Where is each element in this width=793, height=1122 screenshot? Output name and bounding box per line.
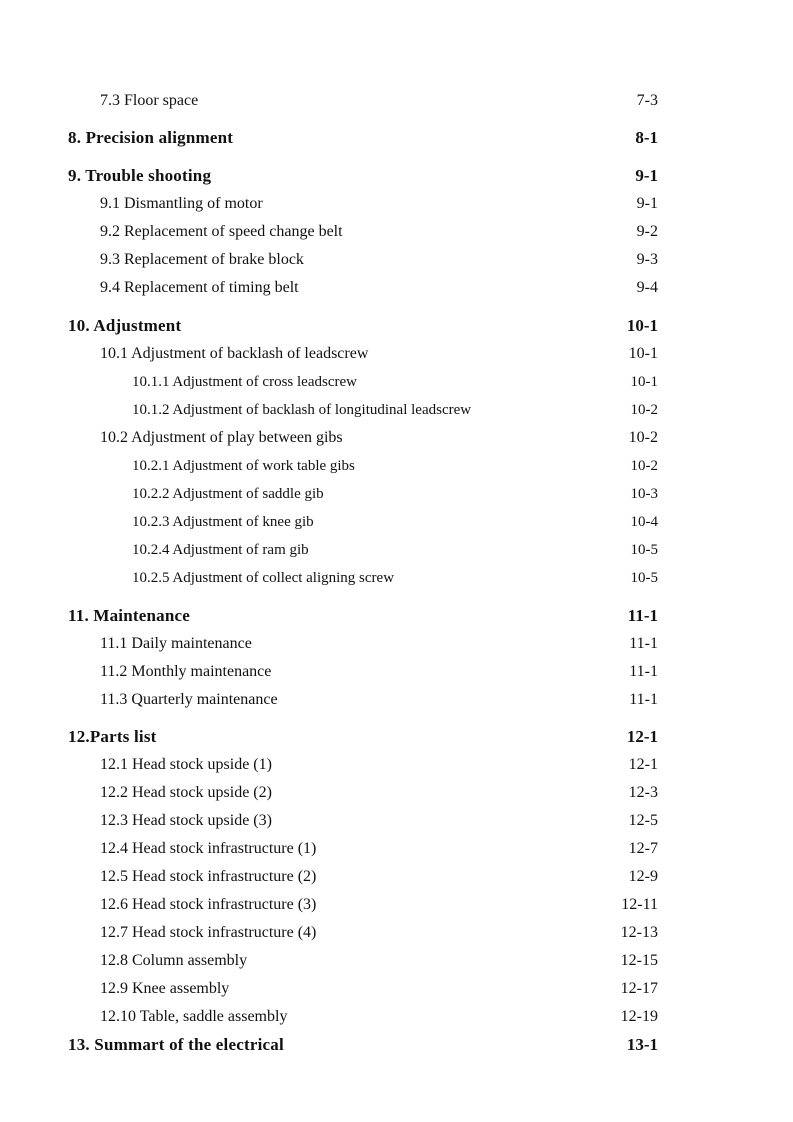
toc-entry-page: 9-1 [636,195,658,212]
toc-entry-title: 10. Adjustment [68,316,182,335]
toc-section-row[interactable] [0,689,793,711]
toc-entry-title: 10.2.3 Adjustment of knee gib [132,514,314,530]
toc-entry-page: 9-3 [636,251,658,268]
toc-chapter-row[interactable] [0,726,793,748]
toc-subsection-row[interactable] [0,455,793,477]
toc-entry-title: 8. Precision alignment [68,128,234,147]
toc-entry-title: 12.7 Head stock infrastructure (4) [100,924,317,941]
toc-chapter-row[interactable] [0,605,793,627]
toc-section-row[interactable] [0,922,793,944]
toc-subsection-row[interactable] [0,399,793,421]
toc-section-row[interactable] [0,193,793,215]
toc-entry-page: 12-1 [628,756,658,773]
toc-entry-page: 12-1 [626,727,658,746]
toc-section-row[interactable] [0,754,793,776]
toc-entry-title: 10.1 Adjustment of backlash of leadscrew [100,345,369,362]
toc-entry-page: 12-3 [628,784,658,801]
toc-entry-page: 10-2 [628,429,658,446]
toc-entry-title: 12.4 Head stock infrastructure (1) [100,840,317,857]
toc-subsection-row[interactable] [0,483,793,505]
toc-section-row[interactable] [0,343,793,365]
toc-subsection-row[interactable] [0,371,793,393]
toc-section-row[interactable] [0,810,793,832]
toc-section-row[interactable] [0,221,793,243]
toc-section-row[interactable] [0,277,793,299]
toc-entry-page: 12-13 [620,924,658,941]
toc-entry-title: 12.8 Column assembly [100,952,248,969]
toc-entry-page: 11-1 [627,606,658,625]
toc-entry-title: 9. Trouble shooting [68,166,212,185]
toc-section-row[interactable] [0,661,793,683]
toc-entry-page: 10-5 [630,570,658,586]
toc-entry-page: 12-5 [628,812,658,829]
toc-entry-page: 12-11 [621,896,658,913]
toc-entry-title: 12.Parts list [68,727,157,746]
toc-section-row[interactable] [0,894,793,916]
toc-entry-page: 10-3 [630,486,658,502]
toc-entry-page: 12-9 [628,868,658,885]
toc-entry-title: 10.2 Adjustment of play between gibs [100,429,343,446]
toc-entry-page: 10-2 [630,458,658,474]
toc-entry-page: 12-17 [620,980,658,997]
toc-entry-title: 11.1 Daily maintenance [100,635,252,652]
toc-entry-title: 11.3 Quarterly maintenance [100,691,278,708]
toc-entry-page: 10-5 [630,542,658,558]
toc-subsection-row[interactable] [0,539,793,561]
toc-entry-title: 12.10 Table, saddle assembly [100,1008,288,1025]
toc-section-row[interactable] [0,978,793,1000]
toc-section-row[interactable] [0,866,793,888]
toc-entry-page: 11-1 [629,663,658,680]
toc-entry-title: 9.1 Dismantling of motor [100,195,263,212]
toc-entry-title: 12.5 Head stock infrastructure (2) [100,868,317,885]
toc-entry-title: 12.2 Head stock upside (2) [100,784,272,801]
toc-entry-title: 7.3 Floor space [100,92,199,109]
toc-entry-page: 11-1 [629,635,658,652]
toc-section-row[interactable] [0,838,793,860]
toc-entry-page: 11-1 [629,691,658,708]
toc-entry-page: 10-2 [630,402,658,418]
toc-entry-title: 10.2.4 Adjustment of ram gib [132,542,309,558]
toc-entry-title: 9.2 Replacement of speed change belt [100,223,343,240]
toc-entry-title: 10.2.1 Adjustment of work table gibs [132,458,355,474]
toc-entry-title: 11.2 Monthly maintenance [100,663,272,680]
toc-entry-title: 10.2.5 Adjustment of collect aligning screw [132,570,395,586]
toc-entry-title: 12.1 Head stock upside (1) [100,756,272,773]
toc-section-row[interactable] [0,90,793,112]
toc-chapter-row[interactable] [0,315,793,337]
toc-entry-page: 9-1 [635,166,658,185]
toc-entry-page: 9-4 [636,279,658,296]
toc-section-row[interactable] [0,782,793,804]
toc-entry-page: 12-19 [620,1008,658,1025]
toc-entry-page: 12-7 [628,840,658,857]
toc-entry-page: 10-1 [628,345,658,362]
toc-chapter-row[interactable] [0,127,793,149]
toc-entry-page: 8-1 [635,128,658,147]
toc-chapter-row[interactable] [0,165,793,187]
toc-entry-title: 13. Summart of the electrical [68,1035,284,1054]
toc-entry-title: 10.1.1 Adjustment of cross leadscrew [132,374,357,390]
toc-entry-title: 12.3 Head stock upside (3) [100,812,272,829]
toc-entry-page: 7-3 [636,92,658,109]
toc-entry-title: 10.1.2 Adjustment of backlash of longitudinal leadscrew [132,402,472,418]
toc-entry-title: 10.2.2 Adjustment of saddle gib [132,486,324,502]
toc-entry-page: 10-1 [626,316,658,335]
toc-section-row[interactable] [0,249,793,271]
toc-section-row[interactable] [0,1006,793,1028]
toc-entry-title: 9.4 Replacement of timing belt [100,279,299,296]
toc-entry-title: 9.3 Replacement of brake block [100,251,304,268]
toc-subsection-row[interactable] [0,511,793,533]
toc-chapter-row[interactable] [0,1034,793,1056]
toc-subsection-row[interactable] [0,567,793,589]
toc-entry-page: 12-15 [620,952,658,969]
toc-entry-page: 10-1 [630,374,658,390]
toc-section-row[interactable] [0,427,793,449]
toc-entry-title: 12.9 Knee assembly [100,980,230,997]
toc-entry-title: 12.6 Head stock infrastructure (3) [100,896,317,913]
toc-section-row[interactable] [0,633,793,655]
toc-entry-page: 10-4 [630,514,658,530]
toc-entry-page: 9-2 [636,223,658,240]
toc-entry-page: 13-1 [626,1035,658,1054]
toc-entry-title: 11. Maintenance [68,606,190,625]
toc-section-row[interactable] [0,950,793,972]
